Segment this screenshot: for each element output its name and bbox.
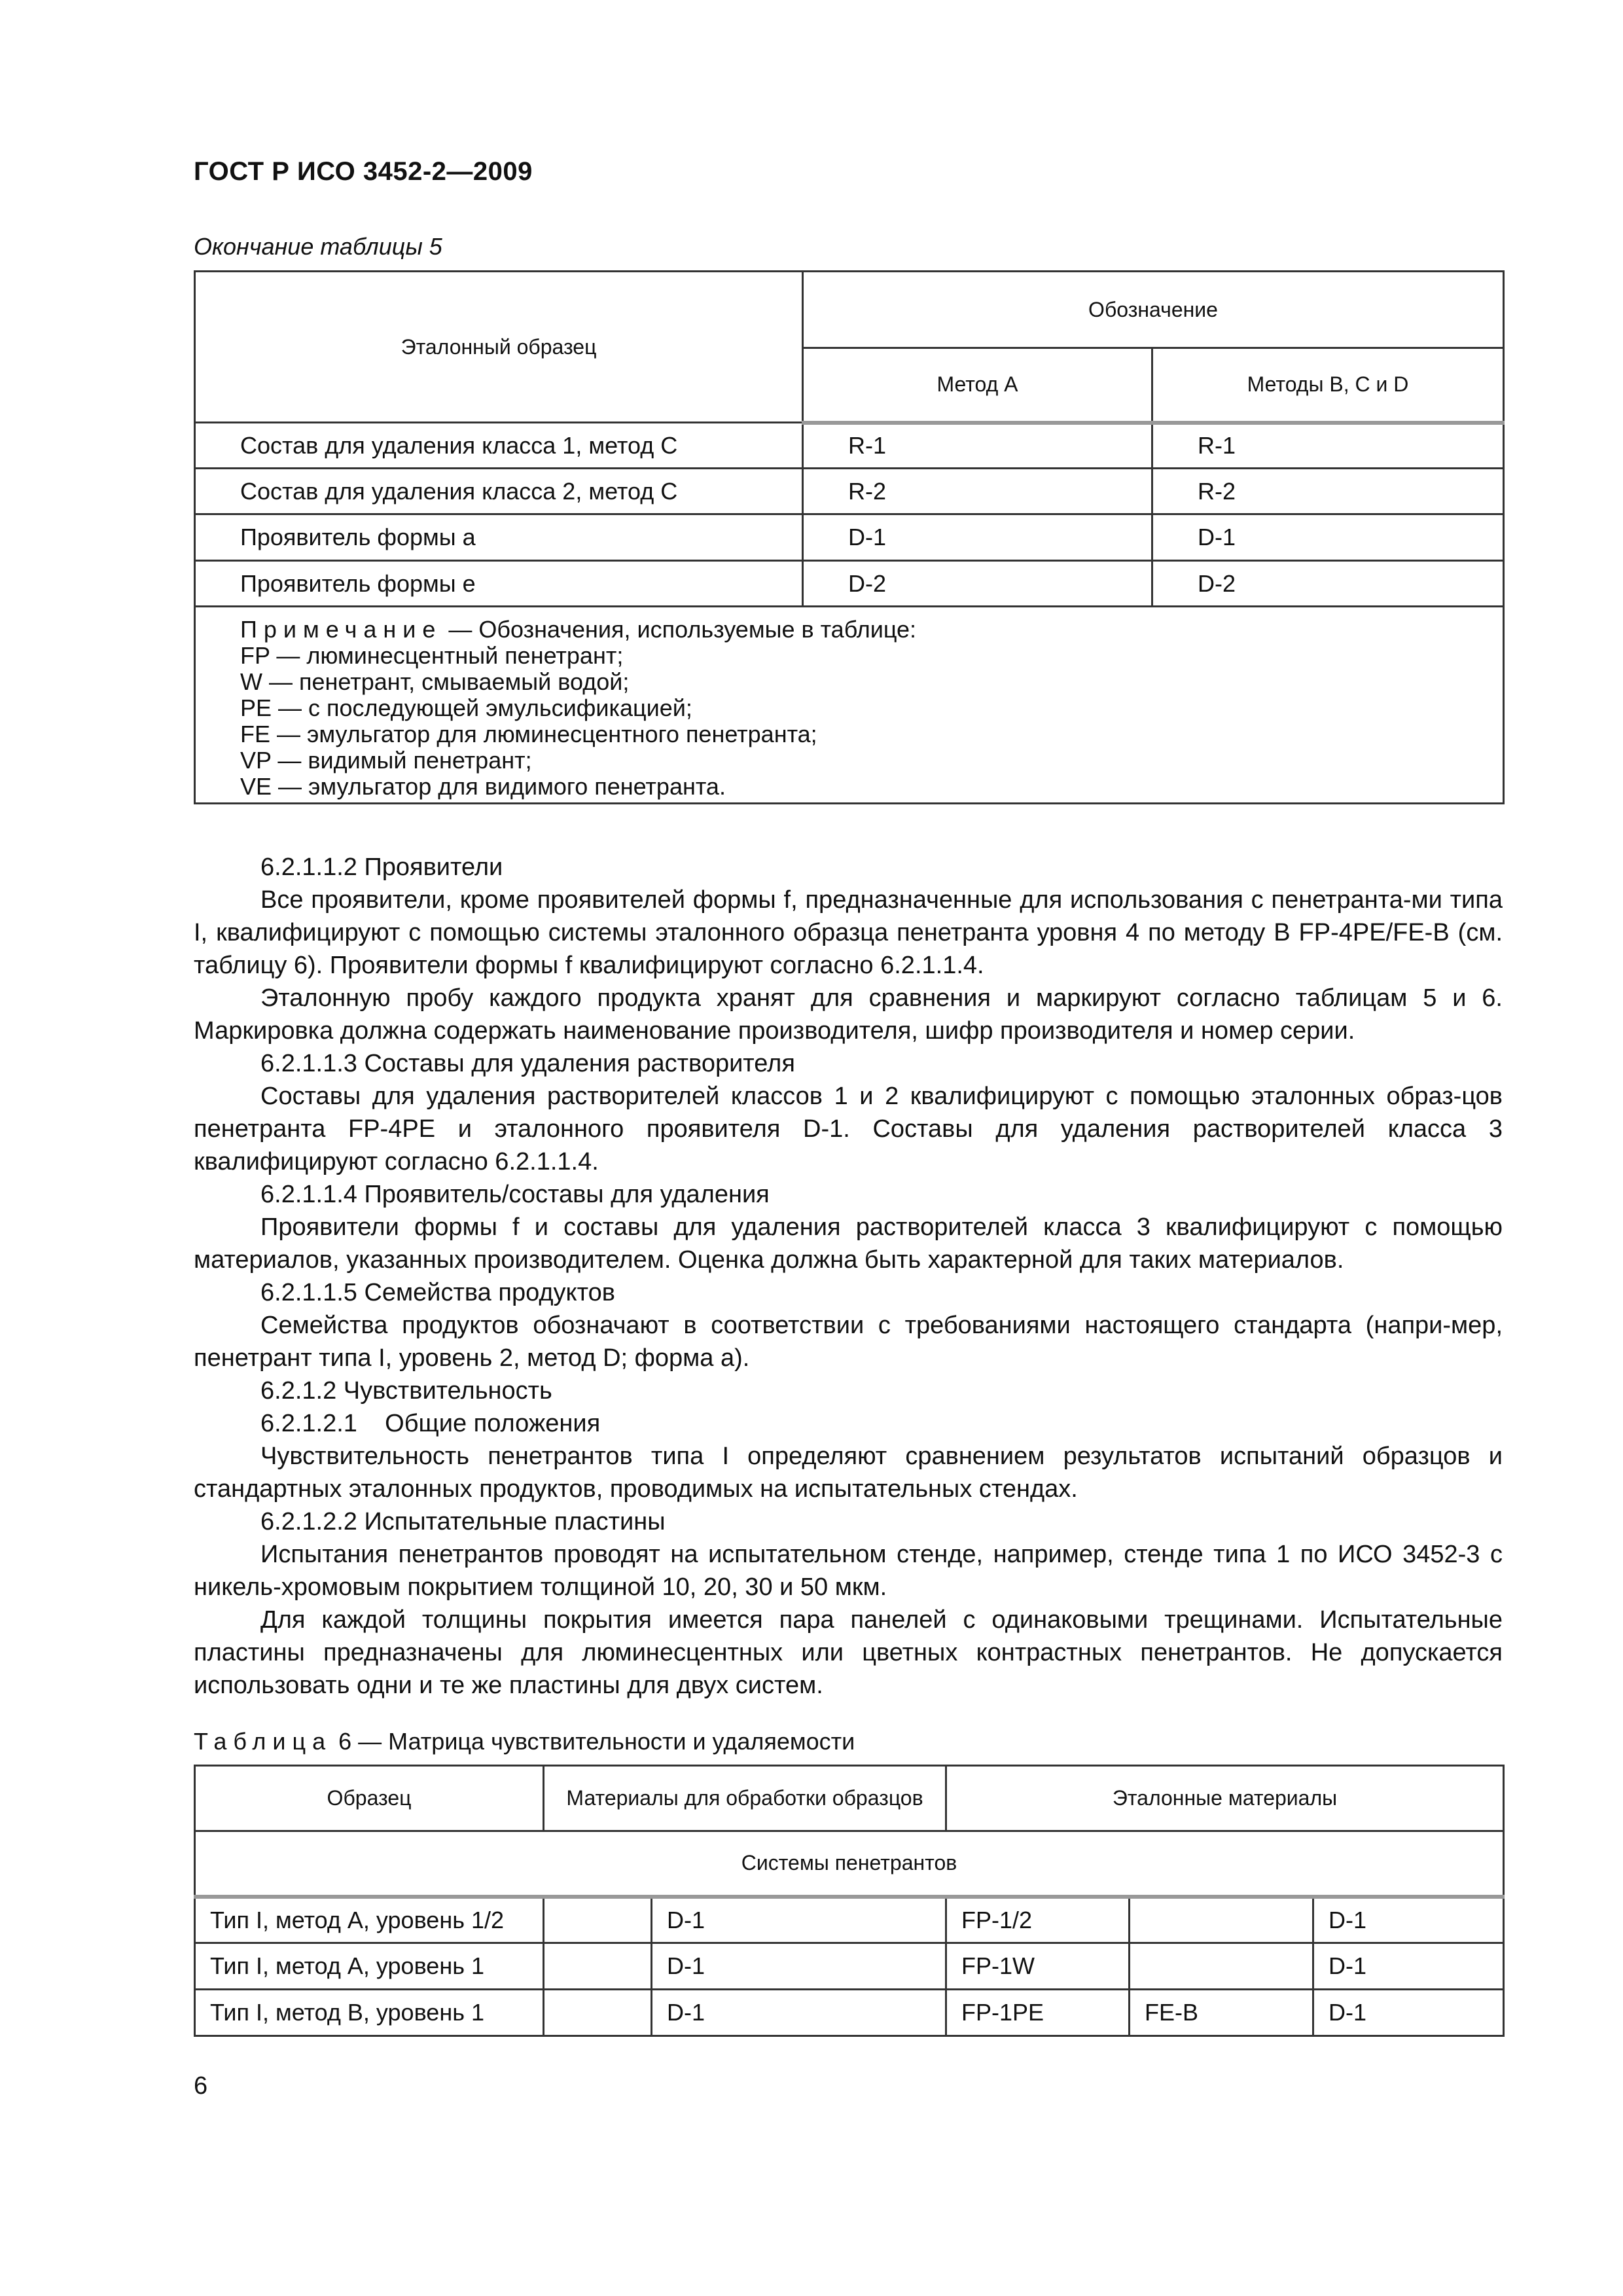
table5-header-methods-bcd: Методы B, C и D	[1152, 348, 1504, 423]
table5-note-row	[195, 607, 1504, 804]
table6-cell-sample: Тип I, метод А, уровень 1/2	[195, 1897, 544, 1943]
paragraph: Эталонную пробу каждого продукта хранят для сравнения и маркируют согласно таблицам 5 и 6. Маркировка должна содержать наименование производителя, шифр производителя и номер серии.	[194, 984, 1503, 1045]
section-heading: 6.2.1.2.1 Общие положения	[260, 1410, 601, 1437]
table-row	[195, 561, 1504, 607]
table-row	[195, 1897, 1504, 1943]
section-heading: 6.2.1.2.2 Испытательные пластины	[260, 1508, 666, 1535]
table6-cell-material-1	[544, 1897, 652, 1943]
table5-note-line: W — пенетрант, смываемый водой;	[240, 668, 630, 695]
table5-note-line	[240, 617, 1503, 643]
table-row	[195, 1943, 1504, 1990]
paragraph: Для каждой толщины покрытия имеется пара панелей с одинаковыми трещинами. Испытательные пластины предназначены для люминесцентных или цветных контрастных пенетрантов. Не допускается использовать одни и те же пластины для двух систем.	[194, 1606, 1503, 1699]
table5-note-line: PE — с последующей эмульсификацией;	[240, 694, 692, 721]
table6-cell-reference-1: FP-1/2	[946, 1897, 1130, 1943]
table6-cell-reference-2: FE-B	[1130, 1990, 1313, 2036]
table6-cell-sample: Тип I, метод В, уровень 1	[195, 1990, 544, 2036]
table5-note-line: VP — видимый пенетрант;	[240, 747, 532, 774]
table6-cell-sample: Тип I, метод А, уровень 1	[195, 1943, 544, 1990]
table6-cell-material-2: D-1	[652, 1897, 946, 1943]
table5-cell-sample: Состав для удаления класса 2, метод С	[195, 469, 803, 514]
paragraph: Чувствительность пенетрантов типа I определяют сравнением результатов испытаний образцов и стандартных эталонных продуктов, проводимых на испытательных стендах.	[194, 1443, 1503, 1503]
table5-cell-sample: Проявитель формы а	[195, 514, 803, 561]
table5-cell-methods-bcd: D-1	[1152, 514, 1504, 561]
table6-cell-material-1	[544, 1990, 652, 2036]
table6-header-sample: Образец	[195, 1766, 544, 1831]
section-heading: 6.2.1.1.5 Семейства продуктов	[260, 1279, 615, 1306]
table-row	[195, 469, 1504, 514]
table6-caption	[194, 1728, 855, 1755]
page-number: 6	[194, 2072, 208, 2100]
table5-cell-method-a: R-2	[803, 469, 1152, 514]
table6-cell-reference-1: FP-1PE	[946, 1990, 1130, 2036]
table5-cell-methods-bcd: R-1	[1152, 423, 1504, 469]
note-intro: — Обозначения, используемые в таблице:	[442, 616, 917, 643]
table5-cell-sample: Проявитель формы е	[195, 561, 803, 607]
table6-section-penetrant-systems: Системы пенетрантов	[195, 1831, 1504, 1897]
table6-cell-reference-3: D-1	[1313, 1943, 1504, 1990]
table5-header-sample: Эталонный образец	[195, 272, 803, 423]
note-prefix: Примечание	[240, 616, 442, 643]
table5	[194, 270, 1505, 804]
paragraph: Проявители формы f и составы для удаления растворителей класса 3 квалифицируют с помощью материалов, указанных производителем. Оценка должна быть характерной для таких материалов.	[194, 1213, 1503, 1274]
paragraph: Испытания пенетрантов проводят на испытательном стенде, например, стенде типа 1 по ИСО 3452-3 с никель-хромовым покрытием толщиной 10, 20, 30 и 50 мкм.	[194, 1541, 1503, 1601]
table6-header-reference: Эталонные материалы	[946, 1766, 1504, 1831]
body-text	[194, 851, 1503, 1702]
table6-cell-reference-1: FP-1W	[946, 1943, 1130, 1990]
paragraph: Составы для удаления растворителей классов 1 и 2 квалифицируют с помощью эталонных образ-цов пенетранта FP-4PE и эталонного проявителя D-1. Составы для удаления растворителей класса 3 квалифицируют согласно 6.2.1.1.4.	[194, 1083, 1503, 1175]
table5-note	[195, 607, 1504, 804]
section-heading: 6.2.1.1.4 Проявитель/составы для удаления	[260, 1181, 770, 1208]
table6-cell-reference-2	[1130, 1943, 1313, 1990]
table5-cell-method-a: D-2	[803, 561, 1152, 607]
table5-cell-method-a: D-1	[803, 514, 1152, 561]
document-title: ГОСТ Р ИСО 3452-2—2009	[194, 157, 533, 186]
table5-header-method-a: Метод A	[803, 348, 1152, 423]
table6-cell-reference-3: D-1	[1313, 1897, 1504, 1943]
table6-caption-word: Таблица	[194, 1728, 332, 1755]
table6-cell-material-1	[544, 1943, 652, 1990]
table-row	[195, 514, 1504, 561]
paragraph: Семейства продуктов обозначают в соответствии с требованиями настоящего стандарта (напри-мер, пенетрант типа I, уровень 2, метод D; форма а).	[194, 1312, 1503, 1372]
table5-note-line: FP — люминесцентный пенетрант;	[240, 642, 624, 669]
table6-header-materials: Материалы для обработки образцов	[544, 1766, 946, 1831]
table5-cell-methods-bcd: R-2	[1152, 469, 1504, 514]
table5-cell-method-a: R-1	[803, 423, 1152, 469]
table5-note-line: FE — эмульгатор для люминесцентного пенетранта;	[240, 721, 817, 747]
section-heading: 6.2.1.1.3 Составы для удаления растворителя	[260, 1050, 795, 1077]
table6	[194, 1765, 1505, 2037]
table6-cell-material-2: D-1	[652, 1990, 946, 2036]
table6-caption-text: 6 — Матрица чувствительности и удаляемости	[332, 1728, 855, 1755]
section-heading: 6.2.1.1.2 Проявители	[260, 853, 503, 881]
table6-cell-material-2: D-1	[652, 1943, 946, 1990]
table6-cell-reference-2	[1130, 1897, 1313, 1943]
table5-cell-methods-bcd: D-2	[1152, 561, 1504, 607]
paragraph: Все проявители, кроме проявителей формы f, предназначенные для использования с пенетранта-ми типа I, квалифицируют с помощью системы эталонного образца пенетранта уровня 4 по методу В FP-4PE/FE-B (см. таблицу 6). Проявители формы f квалифицируют согласно 6.2.1.1.4.	[194, 886, 1503, 979]
table6-cell-reference-3: D-1	[1313, 1990, 1504, 2036]
section-heading: 6.2.1.2 Чувствительность	[260, 1377, 552, 1405]
table5-cell-sample: Состав для удаления класса 1, метод С	[195, 423, 803, 469]
table-row	[195, 1990, 1504, 2036]
table-row	[195, 423, 1504, 469]
table5-header-designation: Обозначение	[803, 272, 1504, 348]
table5-caption: Окончание таблицы 5	[194, 233, 442, 260]
table5-note-line: VE — эмульгатор для видимого пенетранта.	[240, 773, 726, 800]
